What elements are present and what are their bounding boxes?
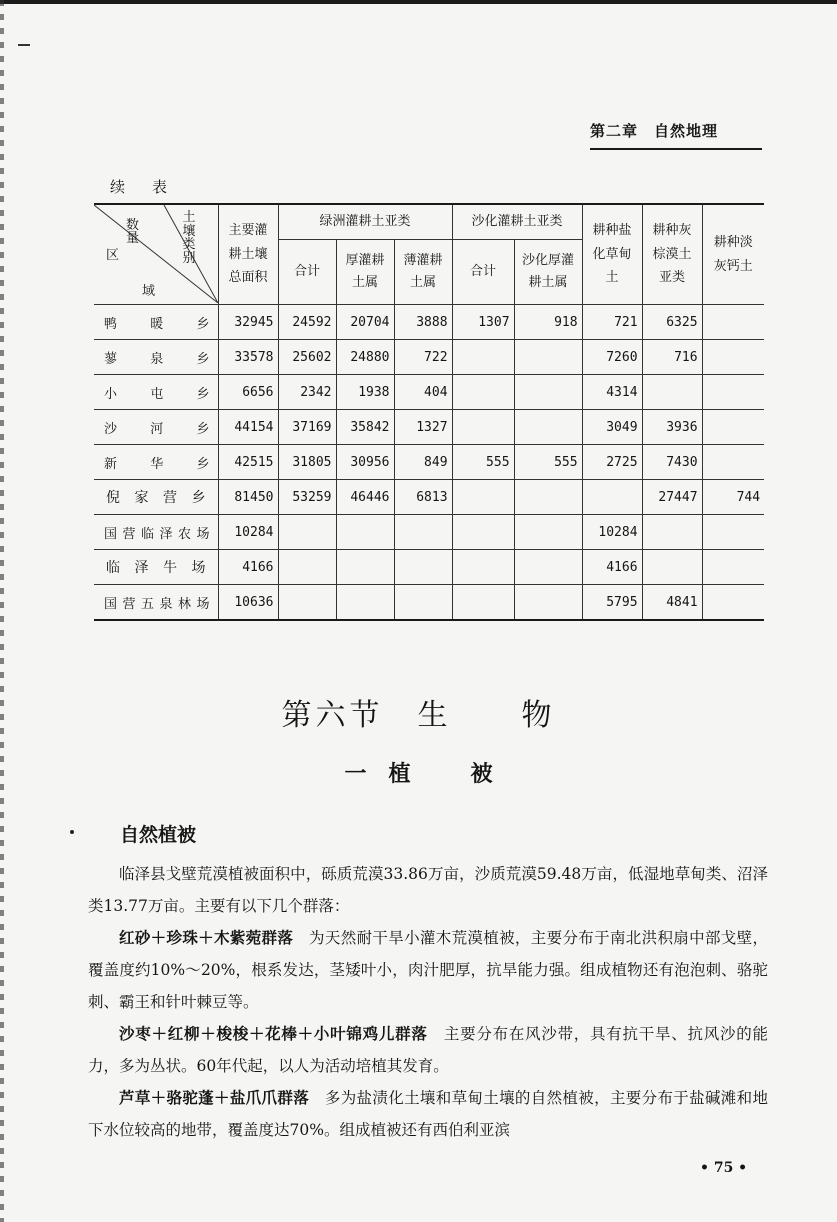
value-cell: 4314 [582, 375, 642, 410]
heading-natural-vegetation: 自然植被 [120, 824, 197, 846]
value-cell: 44154 [218, 410, 278, 445]
value-cell: 31805 [278, 445, 336, 480]
col-light-grey: 耕种淡灰钙土 [702, 204, 764, 305]
value-cell [514, 585, 582, 621]
table-body [94, 305, 764, 621]
table-row [94, 550, 764, 585]
value-cell: 35842 [336, 410, 394, 445]
soil-table [94, 203, 764, 625]
region-cell: 新 华 乡 [94, 445, 218, 480]
section-title-a: 第六节 生 [281, 698, 452, 733]
corner-region: 区 [106, 248, 120, 263]
value-cell: 2725 [582, 445, 642, 480]
value-cell [394, 515, 452, 550]
table-row [94, 305, 764, 340]
paragraph [88, 1018, 768, 1082]
value-cell [642, 375, 702, 410]
value-cell: 42515 [218, 445, 278, 480]
value-cell: 2342 [278, 375, 336, 410]
header-corner [94, 204, 218, 305]
binding-edge [0, 0, 4, 1222]
value-cell [582, 480, 642, 515]
value-cell [452, 550, 514, 585]
value-cell [702, 340, 764, 375]
section-title-b: 物 [521, 698, 556, 733]
paragraph [88, 1082, 768, 1146]
region-cell: 临泽牛场 [94, 550, 218, 585]
body-text [88, 858, 768, 1146]
value-cell: 27447 [642, 480, 702, 515]
region-cell: 鸭 暖 乡 [94, 305, 218, 340]
corner-area: 域 [142, 284, 156, 299]
value-cell: 6325 [642, 305, 702, 340]
table-row [94, 585, 764, 621]
value-cell [702, 550, 764, 585]
value-cell [452, 375, 514, 410]
subsection-title-a: 一 植 [344, 761, 411, 787]
sub-oasis-total: 合计 [278, 240, 336, 305]
value-cell [452, 515, 514, 550]
value-cell [278, 515, 336, 550]
page-number: • 75 • [700, 1160, 748, 1176]
value-cell: 32945 [218, 305, 278, 340]
subsection-title-b: 被 [470, 761, 493, 787]
paragraph [88, 922, 768, 1018]
paragraph [88, 858, 768, 922]
subsection-title [0, 757, 837, 788]
region-cell: 国营临泽农场 [94, 515, 218, 550]
soil-area-table [94, 203, 764, 621]
paragraph-lead: 红砂＋珍珠＋木紫菀群落 [119, 929, 294, 947]
value-cell [278, 550, 336, 585]
region-cell: 小 屯 乡 [94, 375, 218, 410]
sub-thick: 厚灌耕土属 [336, 240, 394, 305]
margin-mark [18, 44, 30, 46]
value-cell: 37169 [278, 410, 336, 445]
value-cell: 404 [394, 375, 452, 410]
value-cell: 46446 [336, 480, 394, 515]
value-cell [702, 375, 764, 410]
margin-dot [70, 830, 74, 834]
value-cell: 849 [394, 445, 452, 480]
value-cell [514, 480, 582, 515]
table-row [94, 445, 764, 480]
corner-soil-type: 土壤类别 [182, 210, 196, 266]
paragraph-text: 为天然耐干旱小灌木荒漠植被，主要分布于南北洪积扇中部戈壁，覆盖度约10%～20%，根系发达，茎矮叶小，肉汁肥厚，抗旱能力强。组成植物还有泡泡刺、骆驼刺、霸王和针叶棘豆等。 [88, 929, 768, 1011]
running-head-rule [590, 148, 762, 150]
value-cell: 3049 [582, 410, 642, 445]
table-row [94, 375, 764, 410]
value-cell: 7430 [642, 445, 702, 480]
running-head [590, 120, 762, 141]
value-cell [702, 515, 764, 550]
value-cell [336, 550, 394, 585]
paragraph-lead: 芦草＋骆驼蓬＋盐爪爪群落 [119, 1089, 310, 1107]
value-cell [452, 340, 514, 375]
value-cell: 744 [702, 480, 764, 515]
value-cell: 1327 [394, 410, 452, 445]
paragraph-lead: 沙枣＋红柳＋梭梭＋花棒＋小叶锦鸡儿群落 [119, 1025, 428, 1043]
value-cell [642, 515, 702, 550]
section-title [0, 690, 837, 734]
value-cell [642, 550, 702, 585]
value-cell: 721 [582, 305, 642, 340]
table-row [94, 340, 764, 375]
value-cell: 5795 [582, 585, 642, 621]
sub-sand-total: 合计 [452, 240, 514, 305]
paragraph-text: 临泽县戈壁荒漠植被面积中，砾质荒漠33.86万亩，沙质荒漠59.48万亩，低湿地草甸类、沼泽类13.77万亩。主要有以下几个群落： [88, 865, 768, 915]
value-cell: 20704 [336, 305, 394, 340]
corner-quantity: 数量 [126, 218, 154, 246]
paragraph-text: 多为盐渍化土壤和草甸土壤的自然植被，主要分布于盐碱滩和地下水位较高的地带，覆盖度达70%。组成植被还有西伯利亚滨 [88, 1089, 768, 1139]
table-row [94, 515, 764, 550]
value-cell [702, 410, 764, 445]
value-cell: 10284 [218, 515, 278, 550]
value-cell: 4166 [218, 550, 278, 585]
value-cell: 555 [452, 445, 514, 480]
region-cell: 沙 河 乡 [94, 410, 218, 445]
running-head-text: 第二章 自然地理 [590, 122, 719, 140]
value-cell: 24592 [278, 305, 336, 340]
value-cell [394, 585, 452, 621]
table-row [94, 480, 764, 515]
value-cell: 555 [514, 445, 582, 480]
col-saline-meadow: 耕种盐化草甸土 [582, 204, 642, 305]
group-sand: 沙化灌耕土亚类 [452, 204, 582, 240]
value-cell: 7260 [582, 340, 642, 375]
col-main-total: 主要灌耕土壤总面积 [218, 204, 278, 305]
value-cell [278, 585, 336, 621]
value-cell: 10284 [582, 515, 642, 550]
col-grey-brown: 耕种灰棕漠土亚类 [642, 204, 702, 305]
value-cell: 3888 [394, 305, 452, 340]
value-cell: 716 [642, 340, 702, 375]
value-cell [702, 305, 764, 340]
value-cell: 25602 [278, 340, 336, 375]
value-cell [514, 410, 582, 445]
value-cell: 30956 [336, 445, 394, 480]
value-cell: 3936 [642, 410, 702, 445]
value-cell [514, 375, 582, 410]
value-cell [702, 585, 764, 621]
value-cell: 1307 [452, 305, 514, 340]
value-cell [336, 585, 394, 621]
value-cell [394, 550, 452, 585]
header-row-1 [94, 204, 764, 240]
value-cell [514, 340, 582, 375]
value-cell [514, 515, 582, 550]
value-cell: 81450 [218, 480, 278, 515]
table-row [94, 410, 764, 445]
top-border [0, 0, 837, 4]
value-cell: 1938 [336, 375, 394, 410]
value-cell: 6656 [218, 375, 278, 410]
value-cell [452, 480, 514, 515]
value-cell [514, 550, 582, 585]
sub-sand-thick: 沙化厚灌耕土属 [514, 240, 582, 305]
continued-label: 续 表 [110, 178, 174, 196]
value-cell: 6813 [394, 480, 452, 515]
value-cell: 10636 [218, 585, 278, 621]
sub-thin: 薄灌耕土属 [394, 240, 452, 305]
value-cell: 24880 [336, 340, 394, 375]
value-cell [452, 410, 514, 445]
value-cell [336, 515, 394, 550]
value-cell: 4841 [642, 585, 702, 621]
region-cell: 国营五泉林场 [94, 585, 218, 621]
value-cell [702, 445, 764, 480]
value-cell: 33578 [218, 340, 278, 375]
value-cell [452, 585, 514, 621]
region-cell: 倪家营乡 [94, 480, 218, 515]
value-cell: 4166 [582, 550, 642, 585]
value-cell: 918 [514, 305, 582, 340]
paragraph-text: 主要分布在风沙带，具有抗干旱、抗风沙的能力，多为丛状。60年代起，以人为活动培植其发育。 [88, 1025, 768, 1075]
value-cell: 722 [394, 340, 452, 375]
group-oasis: 绿洲灌耕土亚类 [278, 204, 452, 240]
region-cell: 蓼 泉 乡 [94, 340, 218, 375]
value-cell: 53259 [278, 480, 336, 515]
